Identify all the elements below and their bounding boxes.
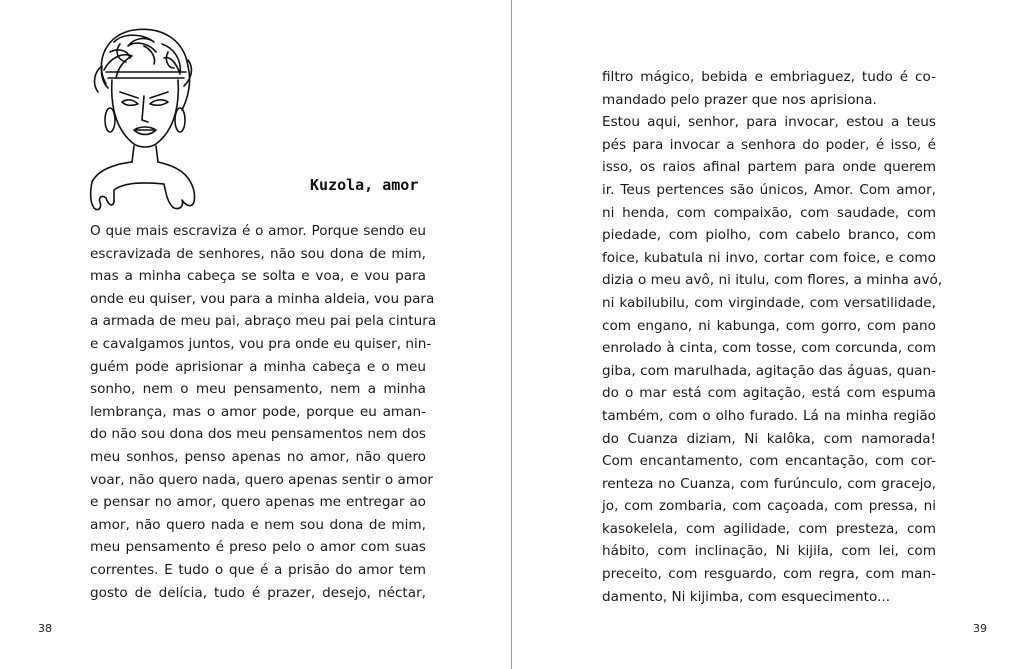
text-line: ir. Teus pertences são únicos, Amor. Com amor, [602, 181, 936, 198]
text-line: e cavalgamos juntos, vou pra onde eu quiser, nin- [90, 335, 432, 352]
text-line: voar, não quero nada, quero apenas sentir o amor [90, 471, 433, 488]
text-line: O que mais escraviza é o amor. Porque sendo eu [90, 223, 426, 239]
text-line: Com encantamento, com encantação, com cor- [602, 453, 936, 470]
text-line: escravizada de senhores, não sou dona de mim, [90, 245, 426, 262]
text-line: guém pode aprisionar a minha cabeça e o meu [90, 358, 426, 375]
text-line: hábito, com inclinação, Ni kijila, com lei, com [602, 543, 936, 560]
text-line: com engano, ni kabunga, com gorro, com pano [602, 317, 936, 334]
text-line: filtro mágico, bebida e embriaguez, tudo é co- [602, 69, 936, 85]
page-number: 39 [973, 622, 987, 635]
text-line: jo, com zombaria, com caçoada, com pressa, ni [602, 498, 936, 515]
text-line: renteza no Cuanza, com furúnculo, com gracejo, [602, 475, 936, 492]
text-line: mandado pelo prazer que nos aprisiona. [602, 91, 877, 108]
text-line: dizia o meu avô, ni itulu, com flores, a minha avó, [602, 272, 943, 289]
text-line: onde eu quiser, vou para a minha aldeia, vou para [90, 290, 435, 307]
text-line: ni kabilubilu, com virgindade, com versatilidade, [602, 294, 936, 311]
text-line: giba, com marulhada, agitação das águas, quan- [602, 362, 936, 379]
book-gutter [511, 0, 512, 669]
right-page-text [602, 66, 943, 608]
text-line: preceito, com resguardo, com regra, com man- [602, 566, 936, 583]
text-line: foice, kubatula ni invo, cortar com foice, e como [602, 249, 936, 266]
text-line: piedade, com piolho, com cabelo branco, com [602, 227, 936, 244]
text-line: também, com o olho furado. Lá na minha região [602, 407, 936, 424]
text-line: do o mar está com agitação, está com espuma [602, 385, 936, 402]
woman-portrait-illustration [84, 22, 200, 218]
text-line: gosto de delícia, tudo é prazer, desejo, néctar, [90, 584, 426, 601]
text-line: ni henda, com compaixão, com saudade, com [602, 204, 936, 221]
text-line: meu sonhos, penso apenas no amor, não quero [90, 448, 426, 465]
text-line: sonho, nem o meu pensamento, nem a minha [90, 381, 426, 398]
page-number: 38 [38, 622, 52, 635]
text-line: lembrança, mas o amor pode, porque eu aman- [90, 403, 426, 420]
text-line: Estou aqui, senhor, para invocar, estou a teus [602, 114, 936, 131]
left-page-text [90, 220, 437, 604]
text-line: a armada de meu pai, abraço meu pai pela cintura [90, 313, 437, 330]
text-line: mas a minha cabeça se solta e voa, e vou para [90, 268, 426, 285]
text-line: isso, os raios afinal partem para onde querem [602, 159, 936, 176]
text-line: do Cuanza diziam, Ni kalôka, com namorada! [602, 430, 936, 447]
poem-title: Kuzola, amor [310, 176, 419, 194]
text-line: amor, não quero nada e nem sou dona de mim, [90, 516, 426, 533]
text-line: meu pensamento é preso pelo o amor com suas [90, 539, 426, 556]
text-line: e pensar no amor, quero apenas me entregar ao [90, 494, 426, 511]
text-line: pés para invocar a senhora do poder, é isso, é [602, 136, 936, 153]
text-line: correntes. E tudo o que é a prisão do amor tem [90, 561, 426, 578]
text-line: enrolado à cinta, com tosse, com corcunda, com [602, 340, 936, 357]
text-line: kasokelela, com agilidade, com presteza, com [602, 520, 936, 537]
text-line: damento, Ni kijimba, com esquecimento... [602, 588, 891, 605]
text-line: do não sou dona dos meu pensamentos nem dos [90, 426, 426, 443]
